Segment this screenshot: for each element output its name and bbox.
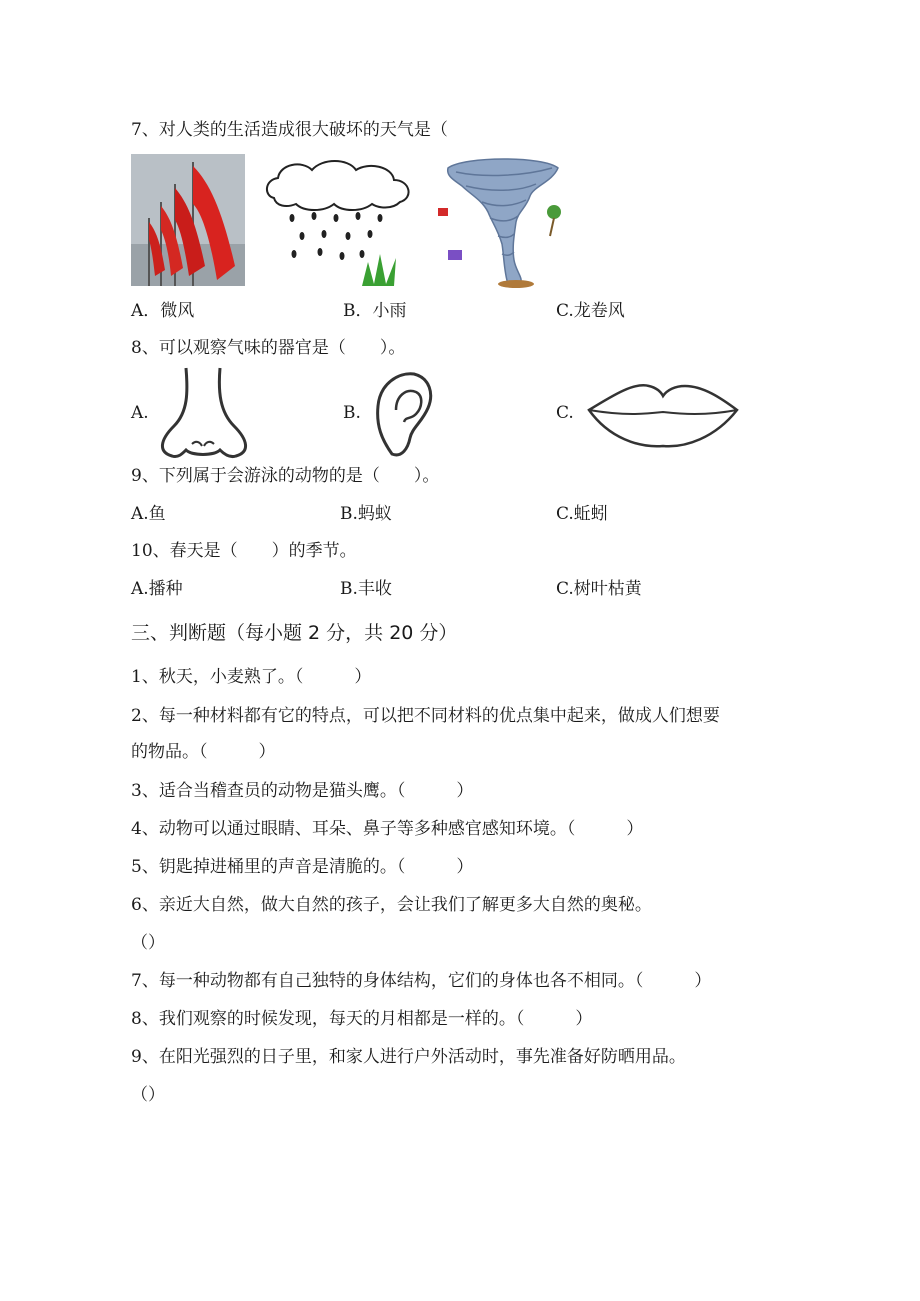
q7-option-b: B．小雨	[343, 301, 407, 321]
section-3-title: 三、判断题（每小题 2 分，共 20 分）	[131, 622, 458, 644]
q10-option-a: A.播种	[131, 579, 183, 599]
tornado-image	[434, 152, 568, 288]
judge-item-6: 6、亲近大自然，做大自然的孩子，会让我们了解更多大自然的奥秘。	[131, 895, 652, 915]
rain-cloud-image	[262, 158, 422, 288]
judge-item-3: 3、适合当稽查员的动物是猫头鹰。（ ）	[131, 781, 474, 801]
question-9-text: 9、下列属于会游泳的动物的是（ ）。	[131, 466, 440, 486]
q8-option-b: B.	[343, 403, 361, 423]
red-flags-image	[131, 154, 245, 286]
judge-item-7: 7、每一种动物都有自己独特的身体结构，它们的身体也各不相同。（ ）	[131, 971, 712, 991]
judge-item-2: 2、每一种材料都有它的特点，可以把不同材料的优点集中起来，做成人们想要	[131, 706, 720, 726]
nose-icon	[152, 366, 254, 460]
judge-item-8: 8、我们观察的时候发现，每天的月相都是一样的。（ ）	[131, 1009, 593, 1029]
judge-item-5: 5、钥匙掉进桶里的声音是清脆的。（ ）	[131, 857, 474, 877]
judge-item-6-bracket: （）	[131, 933, 165, 953]
q8-option-c: C.	[556, 403, 574, 423]
ear-icon	[372, 370, 436, 460]
judge-item-4: 4、动物可以通过眼睛、耳朵、鼻子等多种感官感知环境。（ ）	[131, 819, 644, 839]
judge-item-2-cont: 的物品。（ ）	[131, 742, 276, 762]
q7-option-a: A．微风	[131, 301, 195, 321]
q8-option-a: A.	[131, 403, 149, 423]
q9-option-a: A.鱼	[131, 504, 166, 524]
question-8-text: 8、可以观察气味的器官是（ ）。	[131, 338, 406, 358]
question-7-text: 7、对人类的生活造成很大破坏的天气是（	[131, 120, 448, 140]
q10-option-b: B.丰收	[340, 579, 392, 599]
judge-item-9-bracket: （）	[131, 1085, 165, 1105]
judge-item-9: 9、在阳光强烈的日子里，和家人进行户外活动时，事先准备好防晒用品。	[131, 1047, 686, 1067]
lips-icon	[585, 380, 741, 452]
q10-option-c: C.树叶枯黄	[556, 579, 642, 599]
q7-option-c: C.龙卷风	[556, 301, 625, 321]
judge-item-1: 1、秋天，小麦熟了。（ ）	[131, 667, 372, 687]
question-10-text: 10、春天是（ ）的季节。	[131, 541, 357, 561]
q9-option-b: B.蚂蚁	[340, 504, 392, 524]
q9-option-c: C.蚯蚓	[556, 504, 608, 524]
